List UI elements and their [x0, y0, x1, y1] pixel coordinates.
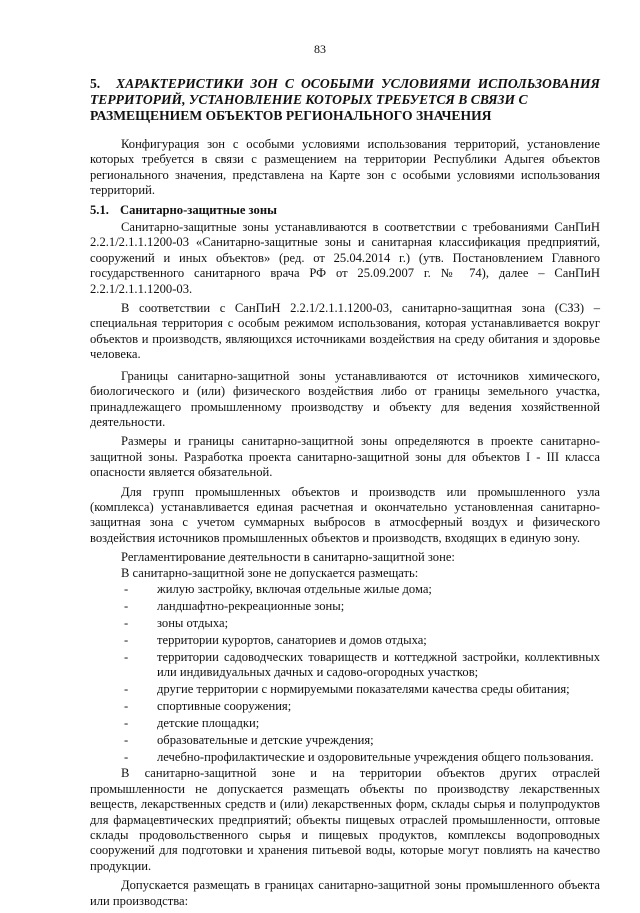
- subsection-number: 5.1.: [90, 202, 109, 217]
- list-item: [90, 650, 600, 681]
- list-item: [90, 582, 600, 597]
- list-item: [90, 682, 600, 697]
- list-item-text: территории садоводческих товариществ и коттеджной застройки, коллективных или индивидуальных дачных и садово-огородных участков;: [157, 649, 600, 679]
- paragraph-szz-sizes: Размеры и границы санитарно-защитной зоны определяются в проекте санитарно-защитной зоны. Разработка проекта санитарно-защитной зоны для объектов I - III класса опасности является обязательной.: [90, 434, 600, 480]
- list-item-text: другие территории с нормируемыми показателями качества среды обитания;: [157, 681, 570, 696]
- list-dash: -: [124, 581, 129, 596]
- list-dash: -: [124, 681, 129, 696]
- list-dash: -: [124, 715, 129, 730]
- list-dash: -: [124, 698, 129, 713]
- subsection-title: Санитарно-защитные зоны: [120, 202, 277, 217]
- list-dash: -: [124, 732, 129, 747]
- section-title-line2: РАЗМЕЩЕНИЕМ ОБЪЕКТОВ РЕГИОНАЛЬНОГО ЗНАЧЕНИЯ: [90, 108, 492, 123]
- list-dash: -: [124, 615, 129, 630]
- list-item: [90, 599, 600, 614]
- document-body: [90, 137, 600, 913]
- paragraph-prohibited-intro: В санитарно-защитной зоне не допускается размещать:: [121, 565, 419, 580]
- list-dash: -: [124, 598, 129, 613]
- list-item: [90, 616, 600, 631]
- list-item: [90, 633, 600, 648]
- list-item: [90, 733, 600, 748]
- page-number: 83: [314, 42, 326, 56]
- list-dash: -: [124, 632, 129, 647]
- list-item: [90, 716, 600, 731]
- list-item-text: спортивные сооружения;: [157, 698, 292, 713]
- paragraph-szz-boundaries: Границы санитарно-защитной зоны устанавливаются от источников химического, биологического и (или) физического воздействия либо от границы земельного участка, принадлежащего промышленному производству и объекту для ведения хозяйственной деятельности.: [90, 368, 600, 429]
- paragraph-allowed-intro: Допускается размещать в границах санитарно-защитной зоны промышленного объекта или производства:: [90, 878, 600, 908]
- section-title-line1: ХАРАКТЕРИСТИКИ ЗОН С ОСОБЫМИ УСЛОВИЯМИ ИСПОЛЬЗОВАНИЯ ТЕРРИТОРИЙ, УСТАНОВЛЕНИЕ КОТОРЫХ ТРЕБУЕТСЯ В СВЯЗИ С: [90, 76, 600, 107]
- paragraph-industrial-groups: Для групп промышленных объектов и производств или промышленного узла (комплекса) устанавливается единая расчетная и окончательно установленная санитарно-защитная зона с учетом суммарных выбросов в атмосферный воздух и физического воздействия источников промышленных объектов и производств, входящих в единую зону.: [90, 484, 600, 545]
- paragraph-regulation: Регламентирование деятельности в санитарно-защитной зоне:: [121, 550, 455, 565]
- list-item: [90, 750, 600, 765]
- subsection-heading: [90, 203, 600, 218]
- prohibited-list: [90, 582, 600, 765]
- list-item-text: территории курортов, санаториев и домов отдыха;: [157, 632, 427, 647]
- list-item-text: детские площадки;: [157, 715, 260, 730]
- intro-paragraph: Конфигурация зон с особыми условиями использования территорий, установление которых требуется в связи с размещением на территории Республики Адыгея объектов регионального значения, представлена на Карте зон с особыми условиями использования территорий.: [90, 137, 600, 198]
- paragraph-sanpin-requirements: Санитарно-защитные зоны устанавливаются в соответствии с требованиями СанПиН 2.2.1/2.1.1.1200-03 «Санитарно-защитные зоны и санитарная классификация предприятий, сооружений и иных объектов» (ред. от 25.04.2014 г.) (утв. Постановлением Главного государственного санитарного врача РФ от 25.09.2007 г. № 74), далее – СанПиН 2.2.1/2.1.1.1200-03.: [90, 220, 600, 296]
- paragraph-pharma-restrictions: В санитарно-защитной зоне и на территории объектов других отраслей промышленности не допускается размещать объекты по производству лекарственных веществ, лекарственных средств и (или) лекарственных форм, склады сырья и полупродуктов для фармацевтических предприятий; объекты пищевых отраслей промышленности, оптовые склады продовольственного сырья и пищевых продуктов, комплексы водопроводных сооружений для подготовки и хранения питьевой воды, которые могут повлиять на качество продукции.: [90, 766, 600, 873]
- list-item-text: зоны отдыха;: [157, 615, 229, 630]
- list-dash: -: [124, 749, 129, 764]
- list-item-text: лечебно-профилактические и оздоровительные учреждения общего пользования.: [157, 749, 594, 764]
- list-item: [90, 699, 600, 714]
- list-item-text: жилую застройку, включая отдельные жилые дома;: [157, 581, 432, 596]
- section-heading: [90, 76, 600, 124]
- list-item-text: образовательные и детские учреждения;: [157, 732, 374, 747]
- list-item-text: ландшафтно-рекреационные зоны;: [157, 598, 345, 613]
- list-dash: -: [124, 649, 129, 664]
- section-number: 5.: [90, 76, 101, 91]
- paragraph-szz-definition: В соответствии с СанПиН 2.2.1/2.1.1.1200-03, санитарно-защитная зона (СЗЗ) – специальная территория с особым режимом использования, которая устанавливается вокруг объектов и производств, являющихся источниками воздействия на среду обитания и здоровье человека.: [90, 301, 600, 362]
